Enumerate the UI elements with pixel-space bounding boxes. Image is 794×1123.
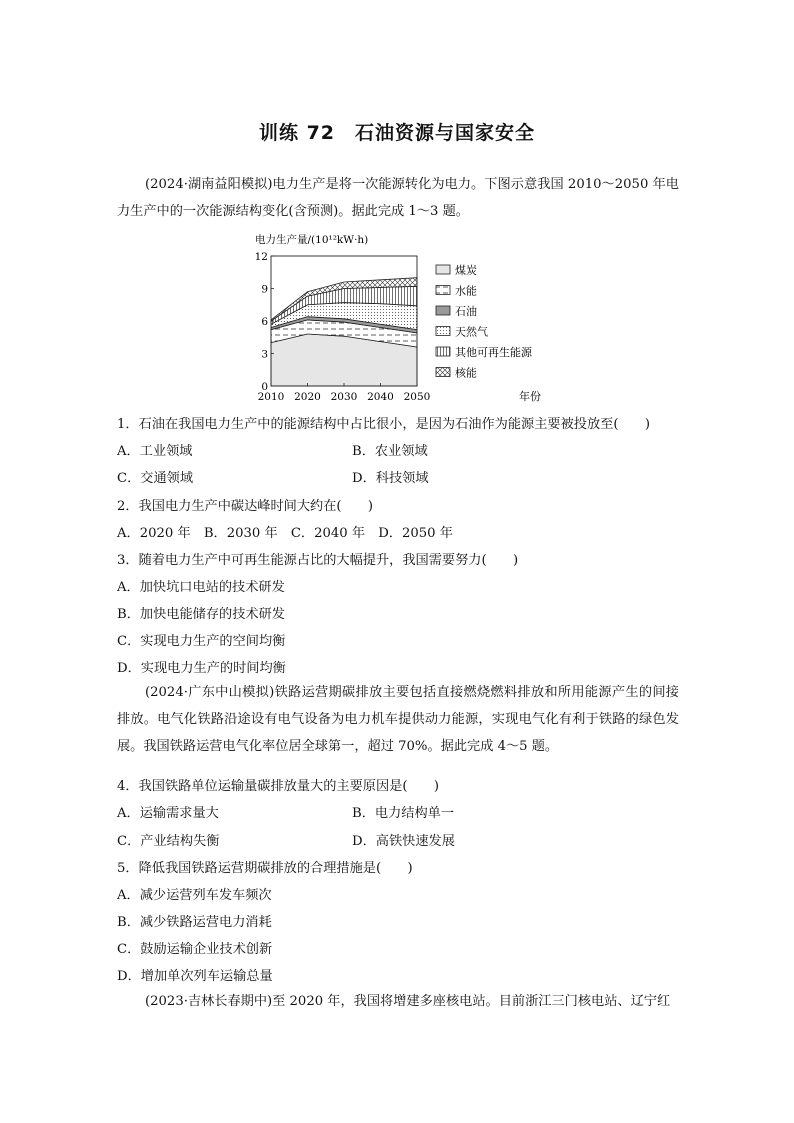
q5-option-d: D．增加单次列车运输总量 [117, 969, 273, 984]
question-5-stem: 5．降低我国铁路运营期碳排放的合理措施是( ) [117, 861, 413, 876]
legend-swatch-hydro [436, 286, 450, 295]
y-tick-labels [255, 251, 269, 393]
q4-option-b: B．电力结构单一 [352, 806, 455, 821]
question-1-stem: 1．石油在我国电力生产中的能源结构中占比很小，是因为石油作为能源主要被投放至( ) [117, 417, 650, 432]
q3-option-b: B．加快电能储存的技术研发 [117, 607, 285, 622]
intro-paragraph-2: (2024·广东中山模拟)铁路运营期碳排放主要包括直接燃烧燃料排放和所用能源产生的间接排放。电气化铁路沿途设有电气设备为电力机车提供动力能源，实现电气化有利于铁路的绿色发展。我国铁路运营电气化率位居全球第一，超过 70%。据此完成 4～5 题。 [117, 685, 679, 754]
x-tick-label: 2040 [367, 391, 394, 402]
question-4-stem: 4．我国铁路单位运输量碳排放量大的主要原因是( ) [117, 779, 439, 794]
area-layers [271, 278, 417, 386]
energy-structure-chart [235, 230, 565, 402]
page-title: 训练 72 石油资源与国家安全 [258, 122, 536, 144]
legend-swatch-nuclear [436, 368, 450, 377]
intro-paragraph-3: (2023·吉林长春期中)至 2020 年，我国将增建多座核电站。目前浙江三门核电站、辽宁红 [145, 994, 671, 1009]
area-chart-svg [235, 230, 565, 402]
legend-swatch-renewable [436, 347, 450, 356]
q1-option-a: A．工业领域 [117, 444, 193, 459]
q5-option-a: A．减少运营列车发车频次 [117, 888, 272, 903]
q3-option-d: D．实现电力生产的时间均衡 [117, 661, 286, 676]
legend-swatch-gas [436, 327, 450, 336]
q3-option-a: A．加快坑口电站的技术研发 [117, 580, 285, 595]
x-tick-label: 2050 [403, 391, 431, 402]
legend-label-coal: 煤炭 [455, 264, 477, 277]
question-3-stem: 3．随着电力生产中可再生能源占比的大幅提升，我国需要努力( ) [117, 553, 519, 568]
q1-option-d: D．科技领域 [352, 471, 429, 486]
q4-option-a: A．运输需求量大 [117, 806, 219, 821]
q2-options: A．2020 年 B．2030 年 C．2040 年 D．2050 年 [117, 526, 453, 541]
q1-option-b: B．农业领域 [352, 444, 428, 459]
y-axis-title: 电力生产量/(10¹²kW·h) [255, 234, 369, 246]
x-tick-label: 2010 [257, 391, 285, 402]
question-2-stem: 2．我国电力生产中碳达峰时间大约在( ) [117, 499, 374, 514]
x-tick-label: 2020 [294, 391, 321, 402]
intro-paragraph-1: (2024·湖南益阳模拟)电力生产是将一次能源转化为电力。下图示意我国 2010～2050 年电力生产中的一次能源结构变化(含预测)。据此完成 1～3 题。 [117, 177, 679, 219]
q5-option-b: B．减少铁路运营电力消耗 [117, 915, 272, 930]
y-tick-label: 3 [261, 348, 268, 361]
legend-label-gas: 天然气 [455, 325, 488, 339]
legend-label-hydro: 水能 [455, 284, 477, 298]
y-tick-label: 9 [261, 283, 268, 296]
y-tick-label: 6 [261, 316, 268, 328]
legend-label-oil: 石油 [455, 305, 477, 318]
x-tick-label: 2030 [330, 391, 358, 402]
legend-label-renewable: 其他可再生能源 [455, 346, 532, 359]
q4-option-c: C．产业结构失衡 [117, 834, 220, 849]
q3-option-c: C．实现电力生产的空间均衡 [117, 634, 286, 649]
x-axis-title: 年份 [519, 390, 541, 402]
y-tick-label: 0 [261, 381, 268, 393]
q4-option-d: D．高铁快速发展 [352, 834, 455, 849]
legend-label-nuclear: 核能 [455, 366, 477, 380]
legend-swatch-coal [436, 265, 450, 274]
legend-swatch-oil [436, 306, 450, 315]
x-tick-labels [258, 391, 431, 402]
chart-legend [436, 263, 533, 380]
q5-option-c: C．鼓励运输企业技术创新 [117, 942, 273, 957]
q1-option-c: C．交通领域 [117, 471, 194, 486]
y-tick-label: 12 [254, 251, 268, 263]
